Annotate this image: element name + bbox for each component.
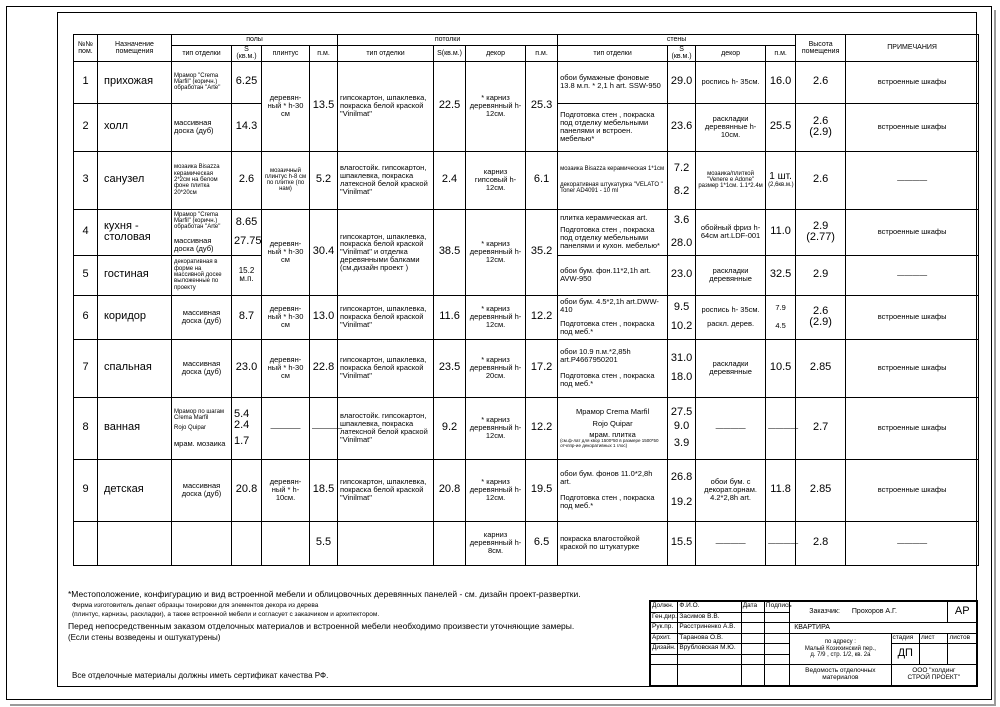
room-height-alt: (2.9)	[809, 316, 832, 329]
table-row	[74, 521, 979, 565]
wall-finish: плитка керамическая art.	[560, 213, 648, 223]
wall-pm-cell	[766, 151, 796, 209]
header-wall-type: тип отделки	[558, 46, 668, 62]
floor-finish: Мрамор по шагам Crema Marfil	[174, 408, 225, 422]
wall-finish: покраска влагостойкой краской по штукатурке	[558, 521, 668, 565]
floor-finish: мозаика Bisazza керамическая 2*2см на белом фоне плитка 20*20см	[172, 151, 232, 209]
room-name: детская	[98, 459, 172, 521]
room-height-cell	[796, 209, 846, 255]
header-row-1	[74, 35, 979, 46]
floor-finish: мрам. мозаика	[174, 438, 226, 448]
header-num: №№ пом.	[74, 35, 98, 62]
header-ceiling-decor: декор	[466, 46, 526, 62]
wall-decor: раскл. дерев.	[707, 319, 755, 329]
stamp-sheets	[948, 644, 977, 665]
ceiling-decor: * карниз деревянный h- 20см.	[466, 339, 526, 397]
stamp-customer-cell	[790, 602, 948, 623]
wall-pm: ————	[766, 521, 796, 565]
plinth: деревян-ный * h-10см.	[262, 459, 310, 521]
stamp-date-cell	[741, 665, 764, 686]
room-name: коридор	[98, 295, 172, 339]
wall-finish-cell	[558, 397, 668, 459]
floor-area: 20.8	[232, 459, 262, 521]
header-notes: ПРИМЕЧАНИЯ	[846, 35, 979, 62]
ceiling-finish: гипсокартон, шпаклевка, покраска белой краской "Vinilmat" и отделка деревянными балками (см.дизайн проект )	[338, 209, 434, 295]
wall-decor: раскладки деревянные	[696, 255, 766, 295]
ceiling-decor: карниз гипсовый h- 12см.	[466, 151, 526, 209]
wall-finish: декоративная штукатурка "VELATO " Toner AD4091 - 10 ml	[560, 182, 663, 195]
plinth: деревян-ный * h-30 см	[262, 339, 310, 397]
stamp-customer-label: Заказчик:	[809, 608, 840, 616]
header-ceiling-type: тип отделки	[338, 46, 434, 62]
floor-pm: 30.4	[310, 209, 338, 295]
header-floors: полы	[172, 35, 338, 46]
stamp-stage: ДП	[891, 644, 919, 665]
wall-decor: раскладки деревянные h- 10см.	[696, 103, 766, 151]
room-name: гостиная	[98, 255, 172, 295]
wall-area-cell	[668, 339, 696, 397]
note-4: Перед непосредственным заказом отделочных материалов и встроенной мебели необходимо произвести уточняющие замеры.	[68, 621, 575, 631]
wall-area: 19.2	[670, 496, 693, 509]
wall-pm: 16.0	[766, 61, 796, 103]
ceiling-area: 2.4	[434, 151, 466, 209]
ceiling-pm: 6.1	[526, 151, 558, 209]
room-note: встроенные шкафы	[846, 61, 979, 103]
ceiling-pm: 12.2	[526, 397, 558, 459]
stamp-customer: Прохоров А.Г.	[851, 608, 897, 616]
note-6: Все отделочные материалы должны иметь сертификат качества РФ.	[72, 671, 329, 680]
stamp-position-header: Должн.	[651, 602, 678, 613]
plinth: деревян-ный * h-30 см	[262, 295, 310, 339]
floor-finish: массивная доска (дуб)	[172, 339, 232, 397]
wall-area: 8.2	[673, 185, 690, 198]
stamp-code: АР	[948, 602, 977, 623]
floor-area: 23.0	[232, 339, 262, 397]
plinth: мозаичный плинтус h-8 см по плитке (по нам)	[262, 151, 310, 209]
wall-pm: 11.8	[766, 459, 796, 521]
wall-pm: ————	[766, 397, 796, 459]
floor-finish: массивная доска (дуб)	[174, 235, 214, 253]
wall-decor: обойный фриз h- 64см art.LDF-001	[696, 209, 766, 255]
wall-pm: 25.5	[766, 103, 796, 151]
wall-area: 23.6	[668, 103, 696, 151]
stamp-name: Засимов В.В.	[678, 612, 741, 623]
ceiling-finish: гипсокартон, шпаклевка, покраска белой краской "Vinilmat"	[338, 339, 434, 397]
ceiling-decor: * карниз деревянный h- 12см.	[466, 61, 526, 151]
stamp-date-cell	[741, 633, 764, 644]
header-wall-pm: п.м.	[766, 46, 796, 62]
header-plinth: плинтус	[262, 46, 310, 62]
room-name: ванная	[98, 397, 172, 459]
wall-finish-cell	[558, 339, 668, 397]
room-note: ————	[846, 151, 979, 209]
ceiling-decor: * карниз деревянный h- 12см.	[466, 459, 526, 521]
wall-area: 26.8	[670, 470, 693, 483]
room-height: 2.6	[796, 61, 846, 103]
stamp-date-cell	[741, 654, 764, 665]
stamp-sign-cell	[764, 644, 789, 655]
wall-area: 23.0	[668, 255, 696, 295]
header-walls: стены	[558, 35, 796, 46]
ceiling-pm: 12.2	[526, 295, 558, 339]
wall-decor: раскладки деревянные	[696, 339, 766, 397]
wall-area-cell	[668, 397, 696, 459]
stamp-company-cell	[891, 665, 976, 686]
floor-area-cell	[232, 397, 262, 459]
plinth: ————	[262, 397, 310, 459]
floor-finish-cell	[172, 209, 232, 255]
room-height: 2.85	[796, 459, 846, 521]
wall-pm: 11.0	[766, 209, 796, 255]
header-floor-area: S (кв.м.)	[232, 46, 262, 62]
room-height: 2.85	[796, 339, 846, 397]
room-height: 2.8	[796, 521, 846, 565]
wall-pm: 4.5	[775, 321, 786, 331]
wall-decor: ————	[696, 397, 766, 459]
ceiling-pm: 17.2	[526, 339, 558, 397]
floor-finish: декоративная в форме на массивной доске выложенные по проекту	[172, 255, 232, 295]
note-1: *Местоположение, конфигурацию и вид встроенной мебели и облицовочных деревянных панелей - см. дизайн проект-развертки.	[68, 589, 581, 599]
wall-area-cell	[668, 295, 696, 339]
floor-finish: массивная доска (дуб)	[172, 103, 232, 151]
wall-finish: обои бум. 4.5*2,1h art.DWW-410	[560, 297, 659, 315]
ceiling-area	[434, 521, 466, 565]
floor-pm: 13.0	[310, 295, 338, 339]
room-number: 7	[74, 339, 98, 397]
wall-pm: 32.5	[766, 255, 796, 295]
stamp-address: по адресу :	[824, 639, 856, 646]
wall-area-cell	[668, 209, 696, 255]
room-note: встроенные шкафы	[846, 103, 979, 151]
room-note: встроенные шкафы	[846, 339, 979, 397]
wall-finish: Подготовка стен , покраска под меб.*	[560, 493, 655, 511]
room-number: 1	[74, 61, 98, 103]
wall-decor: роспись h- 35см.	[696, 61, 766, 103]
stamp-address: д. 7/9 , стр. 1/2, кв. 2а	[810, 651, 871, 658]
ceiling-pm: 35.2	[526, 209, 558, 295]
header-ceiling-pm: п.м.	[526, 46, 558, 62]
room-name: прихожая	[98, 61, 172, 103]
wall-pm: 7.9	[775, 303, 786, 313]
ceiling-area: 9.2	[434, 397, 466, 459]
stamp-object: КВАРТИРА	[790, 623, 977, 634]
stamp-name	[678, 654, 741, 665]
room-note: ————	[846, 521, 979, 565]
header-room-name: Назначение помещения	[98, 35, 172, 62]
wall-finish-cell	[558, 295, 668, 339]
room-name: холл	[98, 103, 172, 151]
stamp-role: Дизайн.	[651, 644, 678, 655]
wall-area: 18.0	[670, 371, 693, 384]
wall-area: 28.0	[670, 237, 693, 250]
stamp-date-cell	[741, 612, 764, 623]
ceiling-area: 38.5	[434, 209, 466, 295]
table-row	[74, 295, 979, 339]
wall-area: 10.2	[670, 320, 693, 333]
stamp-title: Ведомость отделочных	[805, 667, 876, 675]
stamp-date-cell	[741, 644, 764, 655]
wall-area: 31.0	[670, 351, 693, 364]
wall-decor: ————	[696, 521, 766, 565]
stamp-title: материалов	[822, 674, 859, 681]
wall-finish: Rojo Quipar	[592, 418, 633, 428]
stamp-address-cell	[790, 633, 891, 665]
note-2: Фирма изготовитель делает образцы тонировки для элементов декора из дерева	[72, 602, 319, 609]
wall-decor: роспись h- 35см.	[701, 305, 760, 315]
table-row	[74, 397, 979, 459]
stamp-sign-cell	[764, 633, 789, 644]
room-height: 2.6	[812, 114, 829, 127]
wall-area: 15.5	[668, 521, 696, 565]
wall-pm: 1 шт.	[769, 170, 792, 182]
stamp-sign-cell	[764, 623, 789, 634]
floor-area-cell	[232, 209, 262, 255]
stamp-name: Расстриненко А.В.	[678, 623, 741, 634]
ceiling-area: 22.5	[434, 61, 466, 151]
room-name: санузел	[98, 151, 172, 209]
header-ceiling-area: S(кв.м.)	[434, 46, 466, 62]
wall-area: 9.5	[673, 300, 690, 313]
floor-area: 14.3	[232, 103, 262, 151]
wall-finish-cell	[558, 459, 668, 521]
floor-finish-cell	[172, 397, 232, 459]
ceiling-decor: * карниз деревянный h- 12см.	[466, 295, 526, 339]
wall-pm-area: (2,6кв.м.)	[768, 182, 794, 189]
wall-finish-note: (см.ф-лат для квор 1500*50 в размере 1500*50 отчлпр-ие декоративных 1 глос)	[560, 438, 659, 448]
wall-decor: мозаика/плиткой "Venere e Adone" размер 1*1см. 1.1*2.4м	[696, 151, 766, 209]
room-height-alt: (2.77)	[806, 231, 835, 244]
stamp-role	[651, 654, 678, 665]
floor-area: 27.75	[234, 235, 262, 248]
stamp-date-header: Дата	[741, 602, 764, 613]
wall-finish: мрам. плитка	[589, 430, 636, 440]
ceiling-pm: 19.5	[526, 459, 558, 521]
ceiling-pm: 25.3	[526, 61, 558, 151]
ceiling-finish: гипсокартон, шпаклевка, покраска белой краской "Vinilmat"	[338, 295, 434, 339]
room-number: 9	[74, 459, 98, 521]
wall-area: 7.2	[673, 161, 690, 174]
wall-finish: обои бум. фон.11*2,1h art. AVW-950	[558, 255, 668, 295]
wall-finish: Мрамор Crema Marfil	[576, 406, 650, 416]
stamp-role: Архит.	[651, 633, 678, 644]
ceiling-area: 20.8	[434, 459, 466, 521]
wall-area: 3.6	[673, 213, 690, 226]
stamp-sign-header: Подпись	[764, 602, 789, 613]
room-height: 2.9	[796, 255, 846, 295]
stamp-company: ООО "холдинг	[912, 667, 956, 675]
floor-finish: массивная доска (дуб)	[172, 295, 232, 339]
wall-decor: обои бум. с декорат.орнам. 4.2*2,8h art.	[696, 459, 766, 521]
wall-area: 3.9	[673, 436, 690, 449]
header-floor-pm: п.м.	[310, 46, 338, 62]
ceiling-pm: 6.5	[526, 521, 558, 565]
wall-finish: обои бумажные фоновые 13.8 м.п. * 2,1 h art. SSW-950	[558, 61, 668, 103]
ceiling-finish: гипсокартон, шпаклевка, покраска белой краской "Vinilmat"	[338, 61, 434, 151]
room-number	[74, 521, 98, 565]
wall-area-cell	[668, 151, 696, 209]
wall-finish: Подготовка стен , покраска под отделку мебельными панелями и встроен. мебелью*	[558, 103, 668, 151]
finishing-materials-table	[73, 34, 979, 566]
room-height-cell	[796, 295, 846, 339]
stamp-role: Рук.пр.	[651, 623, 678, 634]
room-number: 3	[74, 151, 98, 209]
stamp-name: Таранова О.В.	[678, 633, 741, 644]
table-row	[74, 61, 979, 103]
room-note: встроенные шкафы	[846, 459, 979, 521]
table-row	[74, 459, 979, 521]
room-number: 4	[74, 209, 98, 255]
wall-finish: обои 10.9 п.м.*2,85h art.P4667950201	[560, 347, 631, 365]
stamp-fio-header: Ф.И.О.	[678, 602, 741, 613]
note-3: (плинтус, карнизы, раскладки), а также встроенной мебели и согласует с заказчиком и архитектором.	[72, 611, 380, 618]
floor-pm: 13.5	[310, 61, 338, 151]
wall-finish: обои бум. фонов 11.0*2,8h art.	[560, 469, 653, 487]
title-block	[649, 600, 978, 687]
floor-area: 8.65	[235, 215, 258, 228]
stamp-sign-cell	[764, 612, 789, 623]
stamp-sheet	[920, 644, 948, 665]
room-name	[98, 521, 172, 565]
floor-finish: Rojo Quipar	[174, 425, 207, 432]
stamp-sign-cell	[764, 654, 789, 665]
ceiling-decor: * карниз деревянный h- 12см.	[466, 397, 526, 459]
table-row	[74, 209, 979, 255]
wall-area-cell	[668, 459, 696, 521]
floor-pm: ————	[310, 397, 338, 459]
room-height: 2.9	[812, 219, 829, 232]
stamp-role: Ген.дир.	[651, 612, 678, 623]
wall-finish-cell	[558, 151, 668, 209]
floor-area: 5.4	[234, 407, 250, 420]
ceiling-decor: карниз деревянный h- 8см.	[466, 521, 526, 565]
wall-finish: Подготовка стен , покраска под меб.*	[560, 319, 655, 337]
note-5: (Если стены возведены и оштукатурены)	[68, 633, 221, 642]
room-number: 2	[74, 103, 98, 151]
room-note: встроенные шкафы	[846, 209, 979, 255]
stamp-company: СТРОЙ ПРОЕКТ"	[907, 674, 960, 681]
stamp-role	[651, 665, 678, 686]
wall-area: 27.5	[670, 405, 693, 418]
wall-finish-cell	[558, 209, 668, 255]
header-ceilings: потолки	[338, 35, 558, 46]
header-floor-type: тип отделки	[172, 46, 232, 62]
room-note: встроенные шкафы	[846, 397, 979, 459]
ceiling-decor: * карниз деревянный h- 12см.	[466, 209, 526, 295]
room-height: 2.7	[796, 397, 846, 459]
table-row	[74, 151, 979, 209]
ceiling-finish: влагостойк. гипсокартон, шпаклевка, покраска латексной белой краской "Vinilmat"	[338, 397, 434, 459]
room-number: 6	[74, 295, 98, 339]
floor-area: 8.7	[232, 295, 262, 339]
floor-finish: Мрамор "Crema Marfil" (коричн.) обработан "Arte"	[174, 211, 221, 231]
room-height: 2.6	[796, 151, 846, 209]
plinth	[262, 521, 310, 565]
floor-pm: 22.8	[310, 339, 338, 397]
stamp-stage-header: стадия	[891, 633, 919, 644]
room-note: встроенные шкафы	[846, 295, 979, 339]
wall-pm-cell	[766, 295, 796, 339]
stamp-name: Врубловская М.Ю.	[678, 644, 741, 655]
room-note: ————	[846, 255, 979, 295]
stamp-date-cell	[741, 623, 764, 634]
wall-finish: мозаика Bisazza керамическая 1*1см	[560, 165, 665, 172]
room-number: 5	[74, 255, 98, 295]
ceiling-area: 11.6	[434, 295, 466, 339]
floor-area: 1.7	[234, 434, 250, 447]
floor-finish	[172, 521, 232, 565]
floor-finish: Мрамор "Crema Marfil" (коричн.) обработан "Arte"	[172, 61, 232, 103]
header-wall-decor: декор	[696, 46, 766, 62]
floor-area	[232, 521, 262, 565]
floor-finish: массивная доска (дуб)	[172, 459, 232, 521]
header-wall-area: S (кв.м.)	[668, 46, 696, 62]
room-name: кухня - столовая	[98, 209, 172, 255]
table-row	[74, 339, 979, 397]
plinth: деревян-ный * h-30 см	[262, 61, 310, 151]
stamp-address: Малый Козихинский пер.,	[804, 645, 876, 652]
room-height-alt: (2.9)	[809, 126, 832, 139]
wall-finish: Подготовка стен , покраска под отделку мебельными панелями и кухон. мебелью*	[560, 225, 660, 251]
stamp-sheet-header: лист	[920, 633, 948, 644]
wall-decor-cell	[696, 295, 766, 339]
floor-pm: 5.5	[310, 521, 338, 565]
floor-pm: 5.2	[310, 151, 338, 209]
wall-finish: Подготовка стен , покраска под меб.*	[560, 371, 655, 389]
stamp-sign-cell	[764, 665, 789, 686]
floor-area: 15.2 м.п.	[232, 255, 262, 295]
wall-pm: 10.5	[766, 339, 796, 397]
stamp-name	[678, 665, 741, 686]
wall-area: 29.0	[668, 61, 696, 103]
stamp-title-cell	[790, 665, 891, 686]
room-height-cell	[796, 103, 846, 151]
ceiling-finish	[338, 521, 434, 565]
room-name: спальная	[98, 339, 172, 397]
wall-area: 9.0	[673, 420, 690, 433]
header-height: Высота помещения	[796, 35, 846, 62]
ceiling-finish: гипсокартон, шпаклевка, покраска белой краской "Vinilmat"	[338, 459, 434, 521]
room-height: 2.6	[812, 304, 829, 317]
floor-pm: 18.5	[310, 459, 338, 521]
ceiling-finish: влагостойк. гипсокартон, шпаклевка, покраска латексной белой краской "Vinilmat"	[338, 151, 434, 209]
floor-area: 6.25	[232, 61, 262, 103]
plinth: деревян-ный * h-30 см	[262, 209, 310, 295]
ceiling-area: 23.5	[434, 339, 466, 397]
floor-area: 2.4	[234, 419, 250, 432]
floor-area: 2.6	[232, 151, 262, 209]
room-number: 8	[74, 397, 98, 459]
stamp-sheets-header: листов	[948, 633, 977, 644]
